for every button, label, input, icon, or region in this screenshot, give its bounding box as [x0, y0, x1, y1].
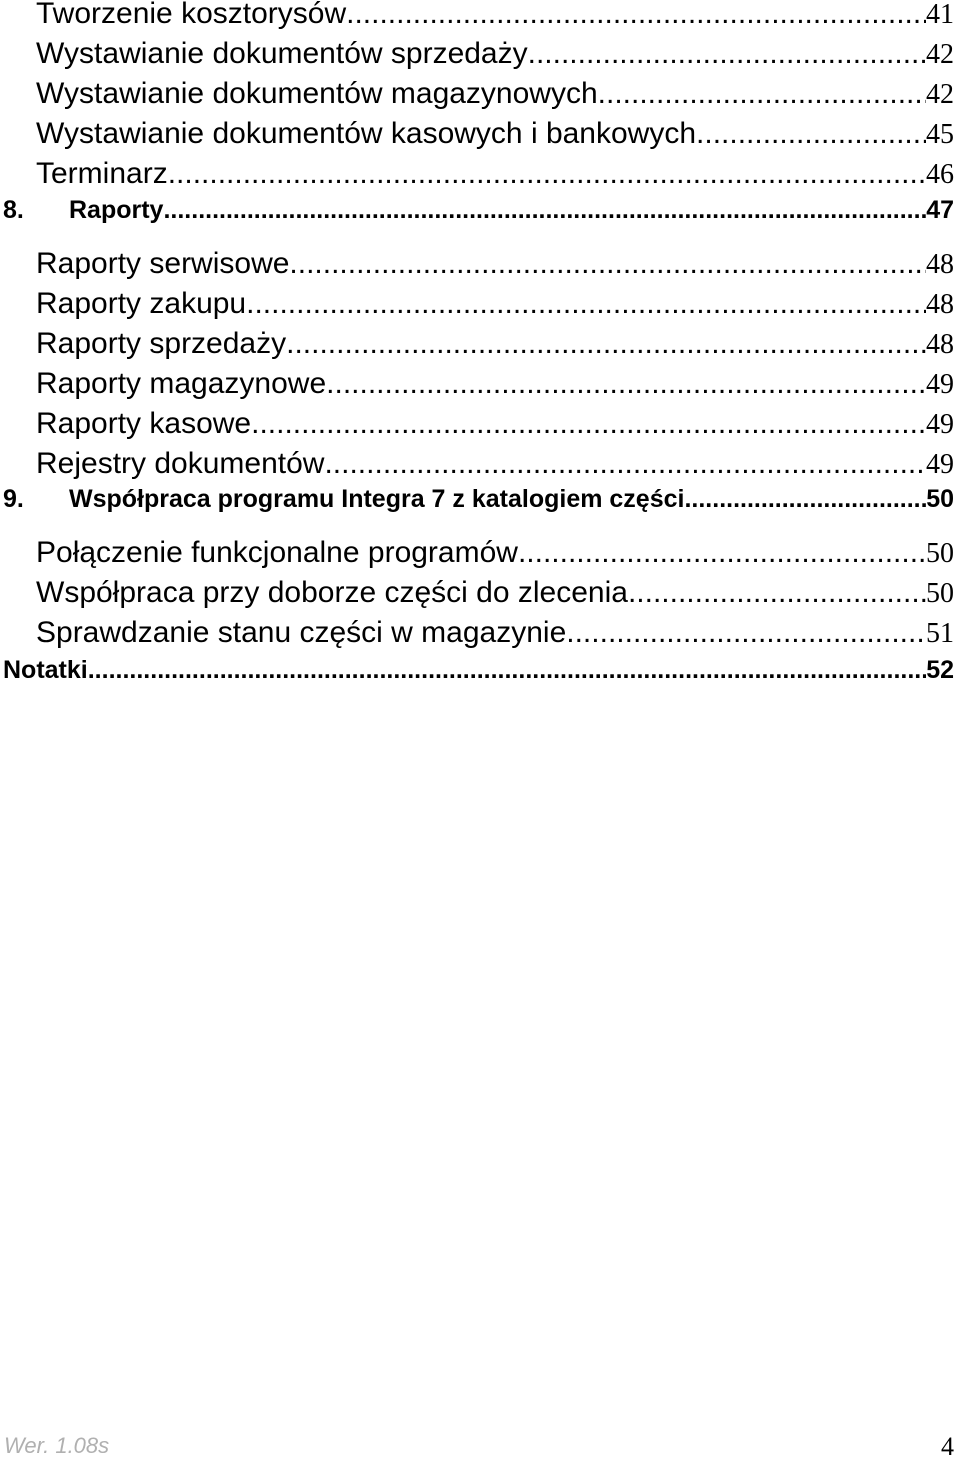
toc-entry-page: 45: [926, 119, 954, 150]
toc-entry-page: 48: [926, 329, 954, 360]
toc-entry-title: Współpraca przy doborze części do zlecenia: [36, 576, 628, 609]
toc-chapter-number: 9.: [3, 485, 24, 513]
toc-entry-notatki[interactable]: [3, 652, 954, 688]
toc-entry-dokumenty-kasowe-bankowe[interactable]: [36, 114, 954, 154]
toc-chapter-page: 50: [926, 485, 954, 513]
dot-leader: [324, 444, 926, 484]
dot-leader: [628, 573, 926, 613]
dot-leader: [696, 114, 926, 154]
dot-leader: [518, 533, 926, 573]
toc-entry-raporty-magazynowe[interactable]: [36, 364, 954, 404]
toc-entry-title: Wystawianie dokumentów kasowych i bankowych: [36, 117, 697, 150]
toc-entry-page: 46: [926, 159, 954, 190]
toc-entry-page: 52: [926, 656, 954, 684]
dot-leader: [289, 244, 926, 284]
toc-entry-dobor-czesci[interactable]: [36, 573, 954, 613]
toc-entry-title: Raporty magazynowe: [36, 367, 327, 400]
toc-entry-page: 41: [926, 0, 954, 30]
toc-entry-page: 50: [926, 578, 954, 609]
dot-leader: [684, 481, 926, 517]
toc-entry-title: Wystawianie dokumentów sprzedaży: [36, 37, 528, 70]
dot-leader: [528, 34, 926, 74]
toc-chapter-raporty[interactable]: [3, 192, 954, 228]
footer-version: Wer. 1.08s: [4, 1433, 110, 1458]
dot-leader: [251, 404, 926, 444]
toc-entry-title: Raporty zakupu: [36, 287, 247, 320]
toc-entry-polaczenie-funkcjonalne[interactable]: [36, 533, 954, 573]
toc-entry-page: 42: [926, 79, 954, 110]
dot-leader: [598, 74, 926, 114]
toc-entry-title: Notatki: [3, 656, 88, 684]
toc-chapter-title: Współpraca programu Integra 7 z katalogiem części: [69, 485, 685, 513]
toc-entry-page: 48: [926, 249, 954, 280]
toc-entry-page: 49: [926, 449, 954, 480]
toc-entry-page: 49: [926, 369, 954, 400]
toc-entry-raporty-sprzedazy[interactable]: [36, 324, 954, 364]
dot-leader: [246, 284, 926, 324]
toc-entry-title: Rejestry dokumentów: [36, 447, 325, 480]
toc-entry-dokumenty-magazynowe[interactable]: [36, 74, 954, 114]
toc-entry-title: Raporty kasowe: [36, 407, 252, 440]
toc-chapter-title: Raporty: [69, 196, 164, 224]
toc-entry-raporty-kasowe[interactable]: [36, 404, 954, 444]
toc-entry-title: Sprawdzanie stanu części w magazynie: [36, 616, 567, 649]
toc-entry-page: 50: [926, 538, 954, 569]
toc-entry-stan-czesci[interactable]: [36, 613, 954, 653]
toc-entry-page: 48: [926, 289, 954, 320]
dot-leader: [88, 652, 926, 688]
dot-leader: [163, 192, 926, 228]
toc-chapter-page: 47: [926, 196, 954, 224]
toc-chapter-wspolpraca-katalog[interactable]: [3, 481, 954, 517]
toc-entry-title: Terminarz: [36, 157, 168, 190]
toc-entry-terminarz[interactable]: [36, 154, 954, 194]
toc-entry-title: Tworzenie kosztorysów: [36, 0, 347, 30]
toc-entry-page: 49: [926, 409, 954, 440]
dot-leader: [346, 0, 926, 34]
toc-entry-title: Połączenie funkcjonalne programów: [36, 536, 518, 569]
dot-leader: [168, 154, 926, 194]
toc-entry-page: 51: [926, 618, 954, 649]
toc-entry-page: 42: [926, 39, 954, 70]
footer-page-number: 4: [941, 1432, 954, 1461]
toc-entry-title: Raporty serwisowe: [36, 247, 290, 280]
toc-entry-raporty-serwisowe[interactable]: [36, 244, 954, 284]
toc-entry-title: Raporty sprzedaży: [36, 327, 287, 360]
toc-chapter-number: 8.: [3, 196, 24, 224]
toc-entry-tworzenie-kosztorysow[interactable]: [36, 0, 954, 34]
dot-leader: [326, 364, 926, 404]
toc-entry-title: Wystawianie dokumentów magazynowych: [36, 77, 598, 110]
dot-leader: [566, 613, 926, 653]
dot-leader: [286, 324, 926, 364]
toc-entry-raporty-zakupu[interactable]: [36, 284, 954, 324]
toc-entry-rejestry-dokumentow[interactable]: [36, 444, 954, 484]
toc-entry-dokumenty-sprzedazy[interactable]: [36, 34, 954, 74]
